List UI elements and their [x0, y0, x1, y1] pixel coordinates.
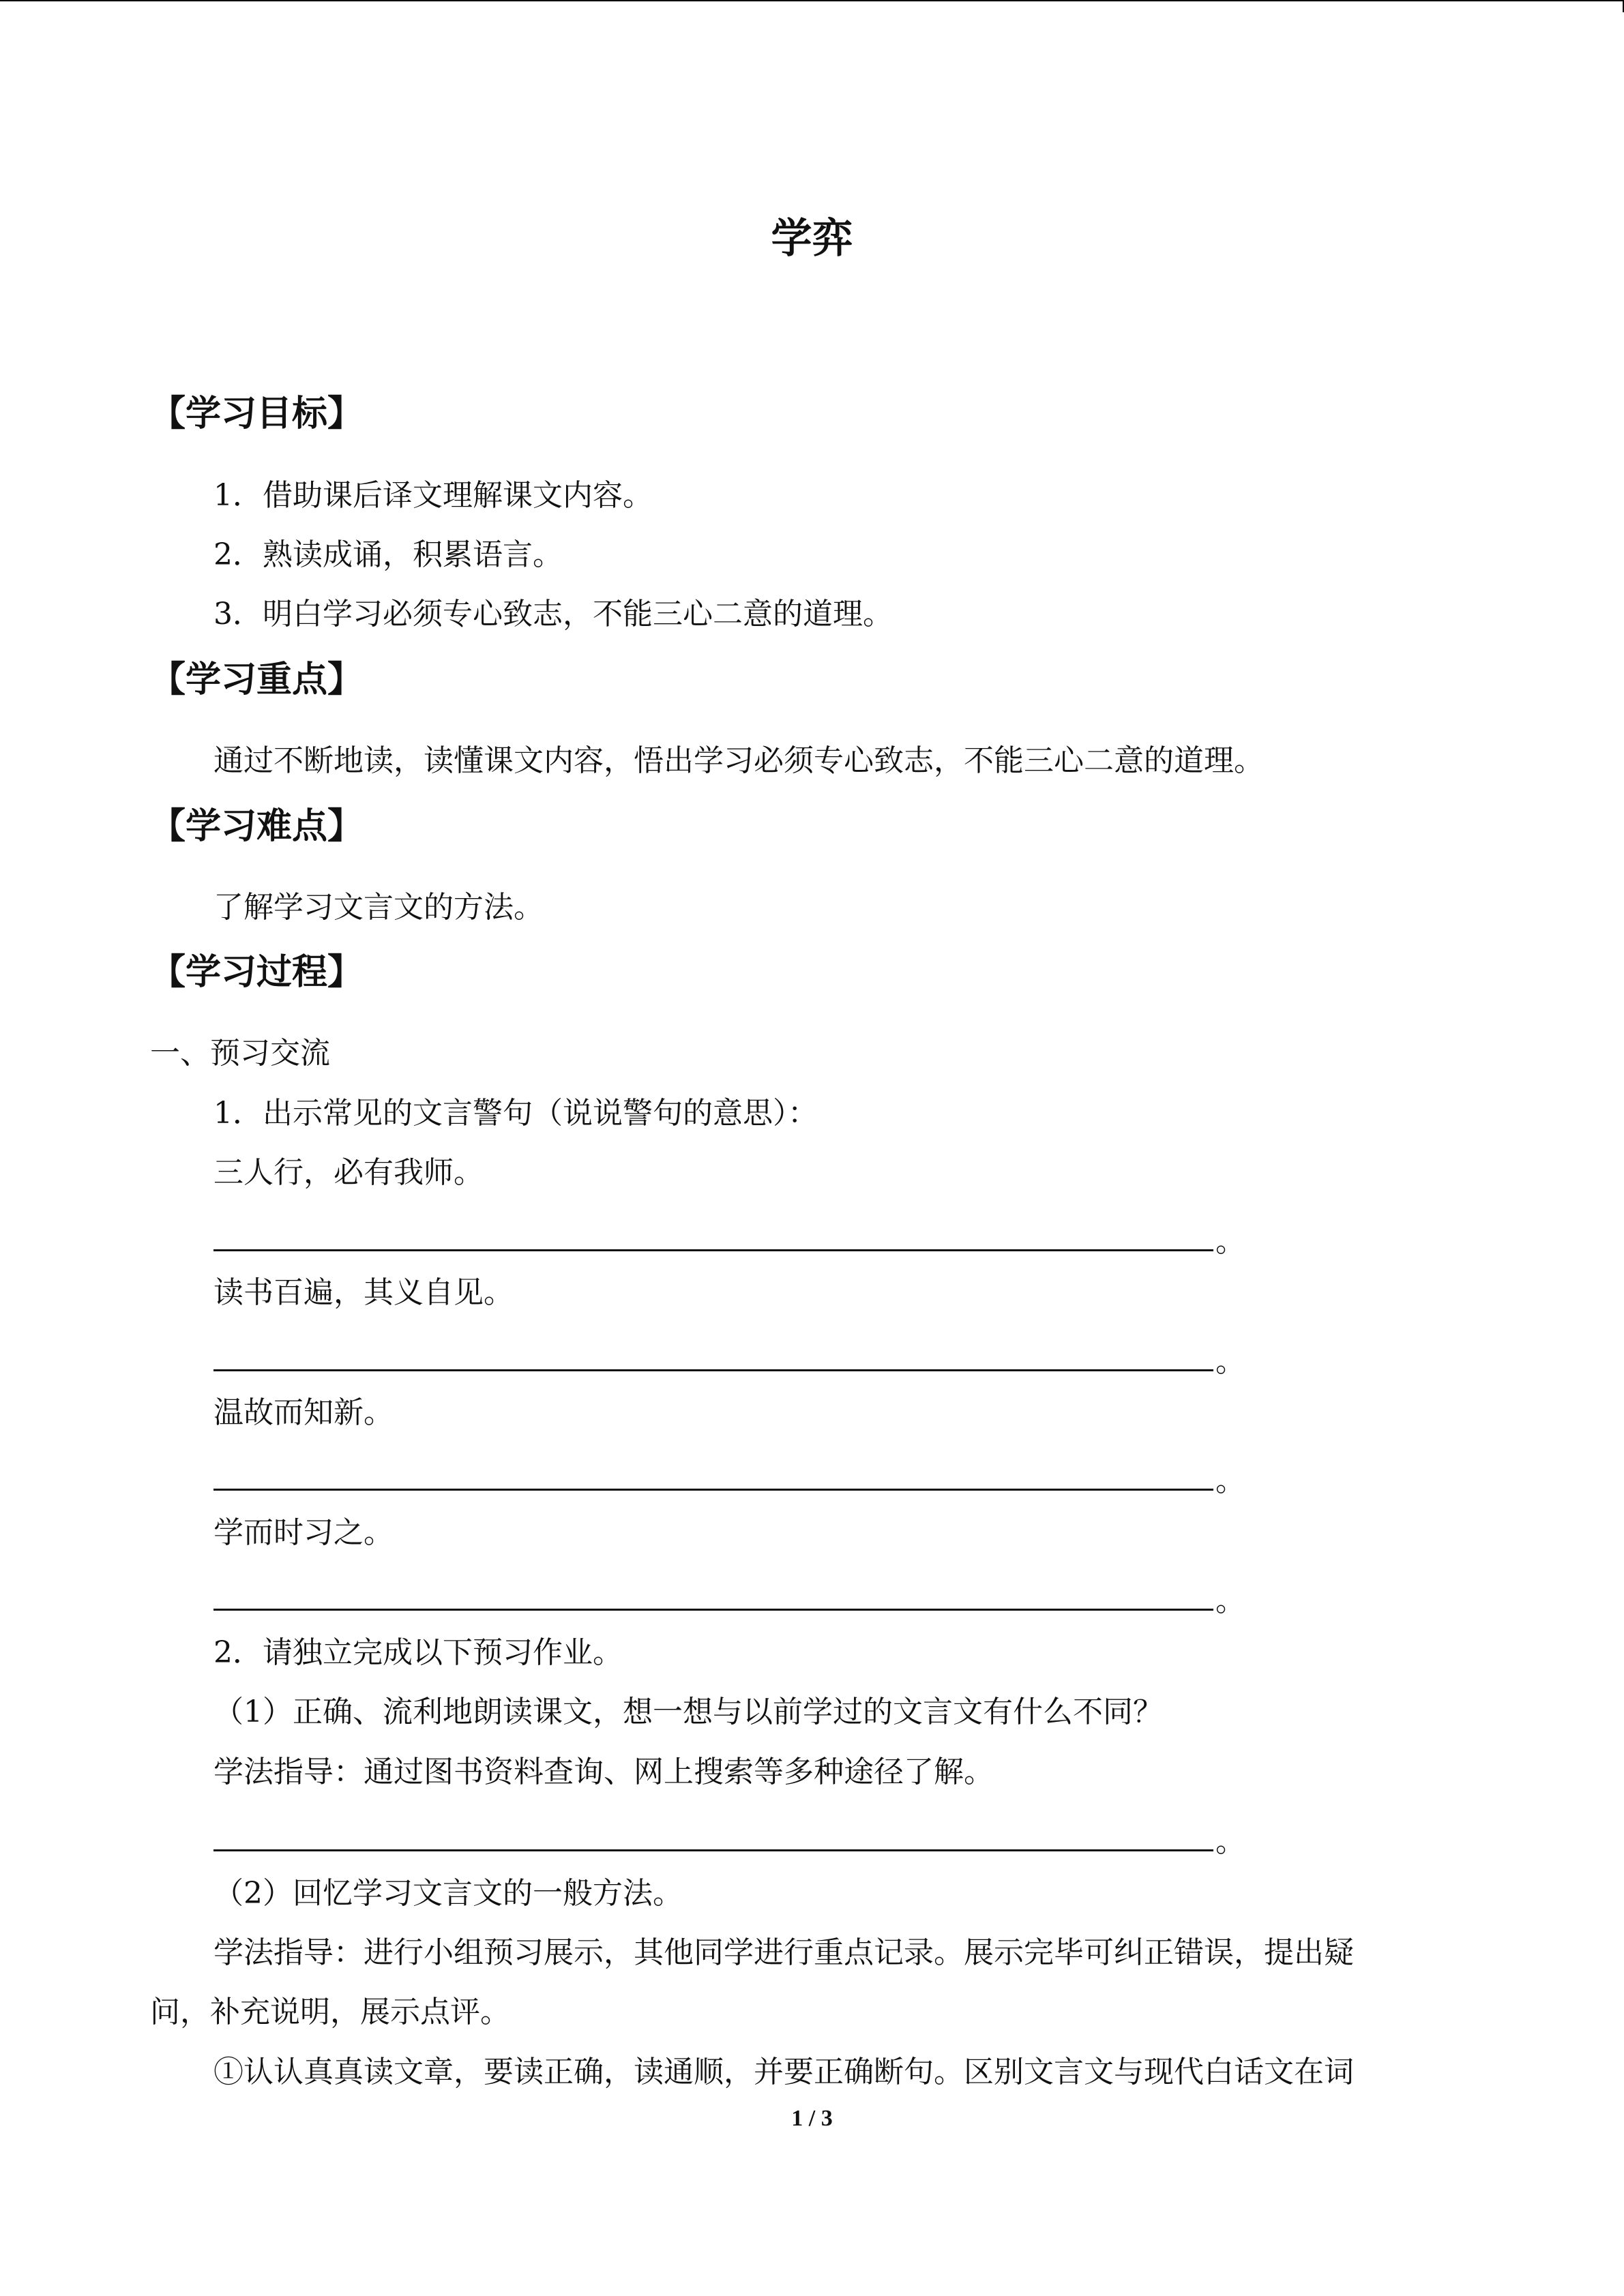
heading-learning-goals: 【学习目标】	[150, 393, 364, 434]
blank-period-3: 。	[1215, 1463, 1245, 1498]
study-guide-1: 学法指导：通过图书资料查询、网上搜索等多种途径了解。	[213, 1755, 994, 1789]
heading-difficulties: 【学习难点】	[150, 806, 364, 847]
quote-1: 三人行，必有我师。	[213, 1155, 484, 1190]
difficulties-text: 了解学习文言文的方法。	[213, 890, 544, 925]
key-points-text: 通过不断地读，读懂课文内容，悟出学习必须专心致志，不能三心二意的道理。	[213, 743, 1264, 778]
heading-learning-process: 【学习过程】	[150, 952, 364, 993]
answer-blank-1[interactable]	[213, 1249, 1213, 1251]
method-step-1: ①认认真真读文章，要读正确，读通顺，并要正确断句。区别文言文与现代白话文在词	[213, 2055, 1354, 2089]
page-top-border	[0, 0, 1624, 1]
study-guide-2-line-1: 学法指导：进行小组预习展示，其他同学进行重点记录。展示完毕可纠正错误，提出疑	[213, 1935, 1354, 1970]
quote-4: 学而时习之。	[213, 1515, 394, 1550]
blank-period-5: 。	[1215, 1824, 1245, 1859]
quote-3: 温故而知新。	[213, 1395, 394, 1430]
goal-item-1: 1．借助课后译文理解课文内容。	[213, 478, 653, 513]
answer-blank-2[interactable]	[213, 1369, 1213, 1371]
study-guide-2-line-2: 问，补充说明，展示点评。	[150, 1995, 510, 2029]
quote-2: 读书百遍，其义自见。	[213, 1275, 514, 1310]
goal-item-2: 2．熟读成诵，积累语言。	[213, 537, 563, 572]
goal-item-3: 3．明白学习必须专心致志，不能三心二意的道理。	[213, 597, 893, 631]
question-2-2: （2）回忆学习文言文的一般方法。	[213, 1876, 683, 1911]
blank-period-2: 。	[1215, 1344, 1245, 1379]
heading-key-points: 【学习重点】	[150, 659, 364, 700]
document-title: 学弈	[771, 215, 853, 263]
answer-blank-3[interactable]	[213, 1489, 1213, 1491]
part1-title: 一、预习交流	[150, 1036, 330, 1071]
answer-blank-5[interactable]	[213, 1849, 1213, 1851]
blank-period-1: 。	[1215, 1224, 1245, 1259]
question-2-1: （1）正确、流利地朗读课文，想一想与以前学过的文言文有什么不同？	[213, 1695, 1163, 1729]
blank-period-4: 。	[1215, 1583, 1245, 1618]
page-number: 1 / 3	[791, 2106, 833, 2131]
question-2: 2．请独立完成以下预习作业。	[213, 1635, 623, 1670]
question-1: 1．出示常见的文言警句（说说警句的意思）：	[213, 1096, 818, 1131]
answer-blank-4[interactable]	[213, 1609, 1213, 1611]
